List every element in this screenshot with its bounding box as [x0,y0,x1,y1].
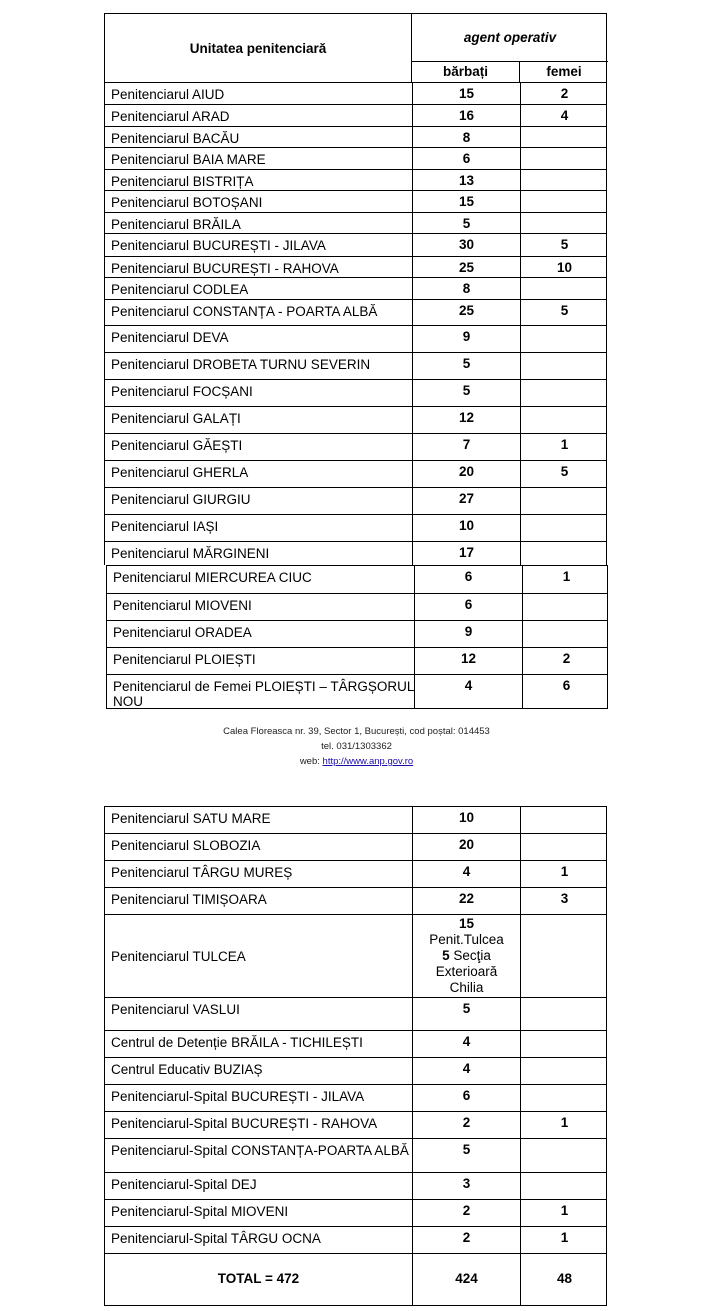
unit-name: Penitenciarul DEVA [111,330,229,345]
men-count: 15 [412,191,520,212]
table-row [107,594,607,621]
table-row [105,191,606,213]
women-count: 10 [520,257,608,277]
staff-table-part-1 [104,13,607,565]
table-row [105,1200,606,1227]
table-row [105,353,606,380]
men-count: 20 [412,834,520,860]
table-row [105,407,606,434]
table-row [105,488,606,515]
total-men: 424 [412,1254,520,1306]
women-count [520,191,608,212]
table-row [105,1112,606,1139]
table-row [105,1173,606,1200]
unit-name: Centrul de Detenție BRĂILA - TICHILEȘTI [111,1035,363,1050]
men-count: 10 [412,515,520,541]
men-count: 9 [412,326,520,352]
men-count: 27 [412,488,520,514]
men-count: 16 [412,105,520,126]
women-count: 1 [520,434,608,460]
women-count [520,353,608,379]
women-count: 5 [520,461,608,487]
unit-name: Penitenciarul TIMIȘOARA [111,892,267,907]
men-count: 4 [412,1031,520,1057]
table-row [105,213,606,234]
women-count [520,127,608,147]
tulcea-section-label-3: Chilia [449,980,484,995]
table-row [107,648,607,675]
table-row [105,148,606,170]
unit-name: Penitenciarul-Spital BUCUREȘTI - RAHOVA [111,1116,378,1131]
table-row [105,888,606,915]
footer-address: Calea Floreasca nr. 39, Sector 1, București, cod poștal: 014453 [223,726,490,737]
table-row [105,998,606,1031]
men-count: 8 [412,127,520,147]
unit-name: Penitenciarul MĂRGINENI [111,546,270,561]
unit-name: Penitenciarul BUCUREȘTI - JILAVA [111,238,326,253]
women-count: 6 [522,675,610,709]
women-count: 1 [520,861,608,887]
table-row [105,380,606,407]
table-row [107,621,607,648]
unit-name: Penitenciarul ORADEA [113,625,252,640]
table-row [105,542,606,565]
unit-name: Penitenciarul IAȘI [111,519,219,534]
unit-name: Penitenciarul DROBETA TURNU SEVERIN [111,357,371,372]
footer-web-link[interactable]: http://www.anp.gov.ro [322,756,414,767]
total-label: TOTAL = 472 [217,1271,300,1286]
women-count [520,834,608,860]
unit-name: Penitenciarul BACĂU [111,131,240,146]
unit-name: Penitenciarul AIUD [111,87,225,102]
men-count: 30 [412,234,520,256]
table-row [105,807,606,834]
men-count: 5 [412,380,520,406]
women-count [520,213,608,233]
unit-name: Penitenciarul-Spital MIOVENI [111,1204,289,1219]
men-count: 12 [414,648,522,674]
men-count: 17 [412,542,520,565]
men-count: 6 [414,566,522,593]
men-count: 25 [412,257,520,277]
men-count: 7 [412,434,520,460]
women-count [520,1058,608,1084]
men-count: 4 [412,861,520,887]
women-count: 1 [520,1112,608,1138]
women-count [520,488,608,514]
unit-name: Penitenciarul-Spital DEJ [111,1177,257,1192]
men-count: 6 [412,1085,520,1111]
table-row [105,1139,606,1173]
tulcea-section-label: Secţia [453,948,491,963]
men-count: 5 [412,213,520,233]
footer-web-label: web: [299,756,320,767]
table-row [105,234,606,257]
header-men: bărbați [412,62,520,82]
men-count: 6 [414,594,522,620]
women-count: 1 [520,1227,608,1253]
men-count [412,915,520,997]
women-count [522,594,610,620]
women-count: 3 [520,888,608,914]
unit-name: Penitenciarul GĂEȘTI [111,438,243,453]
men-count: 20 [412,461,520,487]
women-count [520,407,608,433]
staff-table-part-2 [106,565,608,709]
men-count: 5 [412,998,520,1030]
unit-name: Penitenciarul MIOVENI [113,598,252,613]
men-count: 2 [412,1200,520,1226]
tulcea-main-label: Penit.Tulcea [429,932,504,947]
women-count [520,807,608,833]
men-count: 5 [412,353,520,379]
table-row [105,434,606,461]
unit-name: Penitenciarul-Spital TÂRGU OCNA [111,1231,321,1246]
unit-name: Penitenciarul-Spital BUCUREȘTI - JILAVA [111,1089,365,1104]
unit-name: Penitenciarul PLOIEȘTI [113,652,256,667]
table-row [105,105,606,127]
unit-name: Penitenciarul BISTRIȚA [111,174,254,189]
unit-name: Penitenciarul BAIA MARE [111,152,266,167]
unit-name: Penitenciarul VASLUI [111,1002,240,1017]
unit-name: Penitenciarul CONSTANȚA - POARTA ALBĂ [111,304,378,319]
table-row [105,1227,606,1254]
unit-name: Penitenciarul de Femei PLOIEȘTI – TÂRGȘORUL NOU [113,679,414,709]
header-unit: Unitatea penitenciară [105,14,412,82]
table-row [105,278,606,300]
women-count [520,915,608,997]
tulcea-section-label-2: Exterioară [435,964,498,979]
unit-name: Penitenciarul-Spital CONSTANȚA-POARTA ALBĂ [111,1143,409,1158]
table-header [105,14,606,83]
unit-name: Penitenciarul MIERCUREA CIUC [113,570,312,585]
unit-name: Penitenciarul GIURGIU [111,492,251,507]
tulcea-section-count: 5 [442,948,450,963]
table-row [105,861,606,888]
men-count: 2 [412,1112,520,1138]
men-count: 9 [414,621,522,647]
men-count: 4 [412,1058,520,1084]
men-count: 8 [412,278,520,299]
unit-name: Penitenciarul BOTOȘANI [111,195,263,210]
men-count: 2 [412,1227,520,1253]
table-row [105,326,606,353]
men-count: 15 [412,83,520,104]
footer-phone: tel. 031/1303362 [321,741,392,752]
men-count: 6 [412,148,520,169]
women-count: 2 [520,83,608,104]
women-count [520,515,608,541]
footer-web [0,754,713,769]
unit-name: Centrul Educativ BUZIAȘ [111,1062,263,1077]
unit-name: Penitenciarul GHERLA [111,465,249,480]
unit-name: Penitenciarul GALAȚI [111,411,241,426]
women-count [520,170,608,190]
women-count [520,148,608,169]
unit-name: Penitenciarul CODLEA [111,282,249,297]
total-women: 48 [520,1254,608,1306]
women-count [520,1085,608,1111]
men-count: 12 [412,407,520,433]
unit-name: Penitenciarul BRĂILA [111,217,241,232]
table-row [105,515,606,542]
women-count: 1 [522,566,610,593]
table-row [105,257,606,278]
women-count: 5 [520,234,608,256]
total-row [105,1254,606,1306]
women-count [520,1031,608,1057]
unit-name: Penitenciarul BUCUREȘTI - RAHOVA [111,261,339,276]
women-count [520,278,608,299]
table-row [105,1058,606,1085]
unit-name: Penitenciarul FOCȘANI [111,384,253,399]
table-row [105,300,606,326]
women-count: 4 [520,105,608,126]
table-row [105,170,606,191]
unit-name: Penitenciarul TULCEA [111,949,246,964]
unit-name: Penitenciarul SATU MARE [111,811,271,826]
table-row [105,1085,606,1112]
staff-table-part-3 [104,806,607,1306]
women-count [522,621,610,647]
table-row [105,461,606,488]
women-count: 2 [522,648,610,674]
women-count [520,542,608,565]
table-row [105,1031,606,1058]
unit-name: Penitenciarul ARAD [111,109,230,124]
women-count [520,998,608,1030]
header-women: femei [546,64,582,79]
header-agent-operativ: agent operativ [412,14,608,62]
women-count: 5 [520,300,608,325]
men-count: 25 [412,300,520,325]
women-count [520,326,608,352]
tulcea-main-count: 15 [458,916,475,931]
men-count: 13 [412,170,520,190]
table-row [105,127,606,148]
men-count: 10 [412,807,520,833]
table-row [107,566,607,594]
women-count [520,1173,608,1199]
women-count: 1 [520,1200,608,1226]
table-row [105,83,606,105]
page-footer [0,724,713,769]
women-count [520,1139,608,1172]
men-count: 3 [412,1173,520,1199]
men-count: 5 [412,1139,520,1172]
men-count: 22 [412,888,520,914]
unit-name: Penitenciarul SLOBOZIA [111,838,261,853]
table-row [105,915,606,998]
table-row [107,675,607,709]
unit-name: Penitenciarul TÂRGU MUREȘ [111,865,293,880]
women-count [520,380,608,406]
men-count: 4 [414,675,522,709]
table-row [105,834,606,861]
